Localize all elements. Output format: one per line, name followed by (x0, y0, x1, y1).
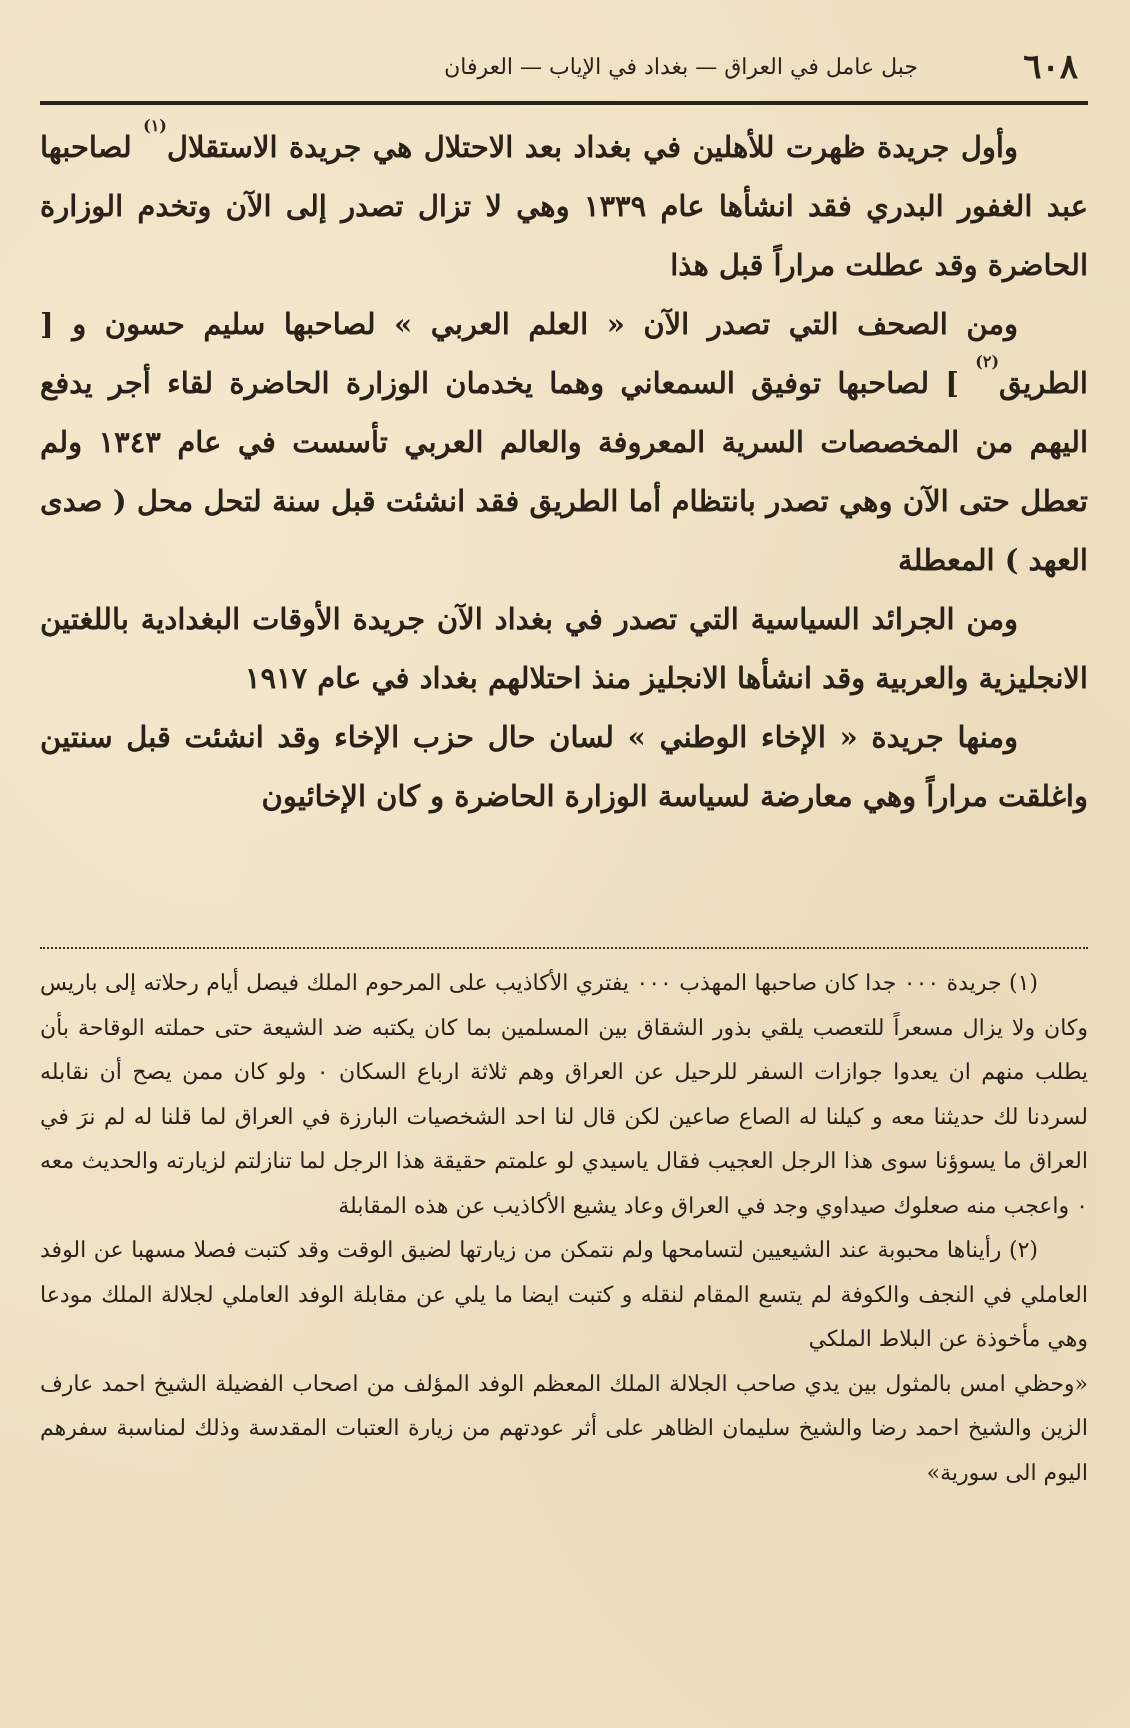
footnotes (40, 962, 1088, 1496)
paragraph-text: لصاحبها عبد الغفور البدري فقد انشأها عام ١٣٣٩ وهي لا تزال تصدر إلى الآن وتخدم الوزارة الحاضرة وقد عطلت مراراً قبل هذا (40, 130, 1088, 282)
paragraph (40, 708, 1088, 826)
running-head (40, 42, 1088, 92)
paragraph (40, 118, 1088, 295)
paragraph (40, 295, 1088, 590)
document-page (40, 0, 1088, 1728)
footnote-marker: (١) (1008, 971, 1038, 996)
footnote-ref[interactable]: (١) (143, 116, 167, 135)
footnote-quote: «وحظي امس بالمثول بين يدي صاحب الجلالة الملك المعظم الوفد المؤلف من اصحاب الفضيلة الشيخ احمد عارف الزين والشيخ احمد رضا والشيخ سليمان الظاهر على أثر عودتهم من زيارة العتبات المقدسة وذلك لمناسبة سفرهم اليوم الى سورية» (40, 1371, 1088, 1486)
footnote-text: رأيناها محبوبة عند الشيعيين لتسامحها ولم نتمكن من زيارتها لضيق الوقت وقد كتبت فصلا مسهبا عن الوفد العاملي في النجف والكوفة لم يتسع المقام لنقله و كتبت ايضا ما يلي عن مقابلة الوفد العاملي لجلالة الملك مودعا وهي مأخوذة عن البلاط الملكي (40, 1238, 1088, 1352)
footnote-2 (40, 1229, 1088, 1363)
footnote-marker: (٢) (1008, 1238, 1038, 1263)
page-number: ٦٠٨ (1023, 47, 1078, 87)
footnote-ref[interactable]: (٢) (975, 352, 1000, 371)
paragraph-text: ومن الجرائد السياسية التي تصدر في بغداد الآن جريدة الأوقات البغدادية باللغتين الانجليزية والعربية وقد انشأها الانجليز منذ احتلالهم بغداد في عام ١٩١٧ (40, 602, 1088, 695)
header-rule (40, 101, 1088, 105)
paragraph (40, 590, 1088, 708)
paragraph-text: ومنها جريدة « الإخاء الوطني » لسان حال حزب الإخاء وقد انشئت قبل سنتين واغلقت مراراً وهي معارضة لسياسة الوزارة الحاضرة و كان الإخائيون (40, 720, 1088, 813)
body-text (40, 118, 1088, 826)
footnote-text: جريدة ٠٠٠ جدا كان صاحبها المهذب ٠٠٠ يفتري الأكاذيب على المرحوم الملك فيصل أيام رحلاته إلى باريس وكان ولا يزال مسعراً للتعصب يلقي بذور الشقاق بين المسلمين بما كان يكتبه ضد الشيعة حتى حملته الوقاحة بأن يطلب منهم ان يعدوا جوازات السفر للرحيل عن العراق وهم ثلاثة ارباع السكان ٠ ولو كان ممن يصح أن نقابله لسردنا لك حديثنا معه و كيلنا له الصاع صاعين لكن قال لنا احد الشخصيات البارزة في العراق لما قلنا له لم نرَ في العراق ما يسوؤنا سوى هذا الرجل العجيب فقال ياسيدي لو علمتم حقيقة هذا الرجل لما تنازلتم لزيارته والحديث معه ٠ واعجب منه صعلوك صيداوي وجد في العراق وعاد يشيع الأكاذيب عن هذه المقابلة (40, 971, 1088, 1219)
paragraph-text: ] لصاحبها توفيق السمعاني وهما يخدمان الوزارة الحاضرة لقاء أجر يدفع اليهم من المخصصات السرية المعروفة والعالم العربي تأسست في عام ١٣٤٣ ولم تعطل حتى الآن وهي تصدر بانتظام أما الطريق فقد انشئت قبل سنة لتحل محل ( صدى العهد ) المعطلة (40, 366, 1088, 577)
running-title: جبل عامل في العراق — بغداد في الإياب — العرفان (444, 54, 918, 80)
paragraph-text: وأول جريدة ظهرت للأهلين في بغداد بعد الاحتلال هي جريدة الاستقلال (166, 130, 1018, 164)
paragraph-text: ومن الصحف التي تصدر الآن « العلم العربي » لصاحبها سليم حسون و [ الطريق (40, 307, 1088, 400)
footnote-separator (40, 947, 1088, 949)
footnote-1 (40, 962, 1088, 1229)
